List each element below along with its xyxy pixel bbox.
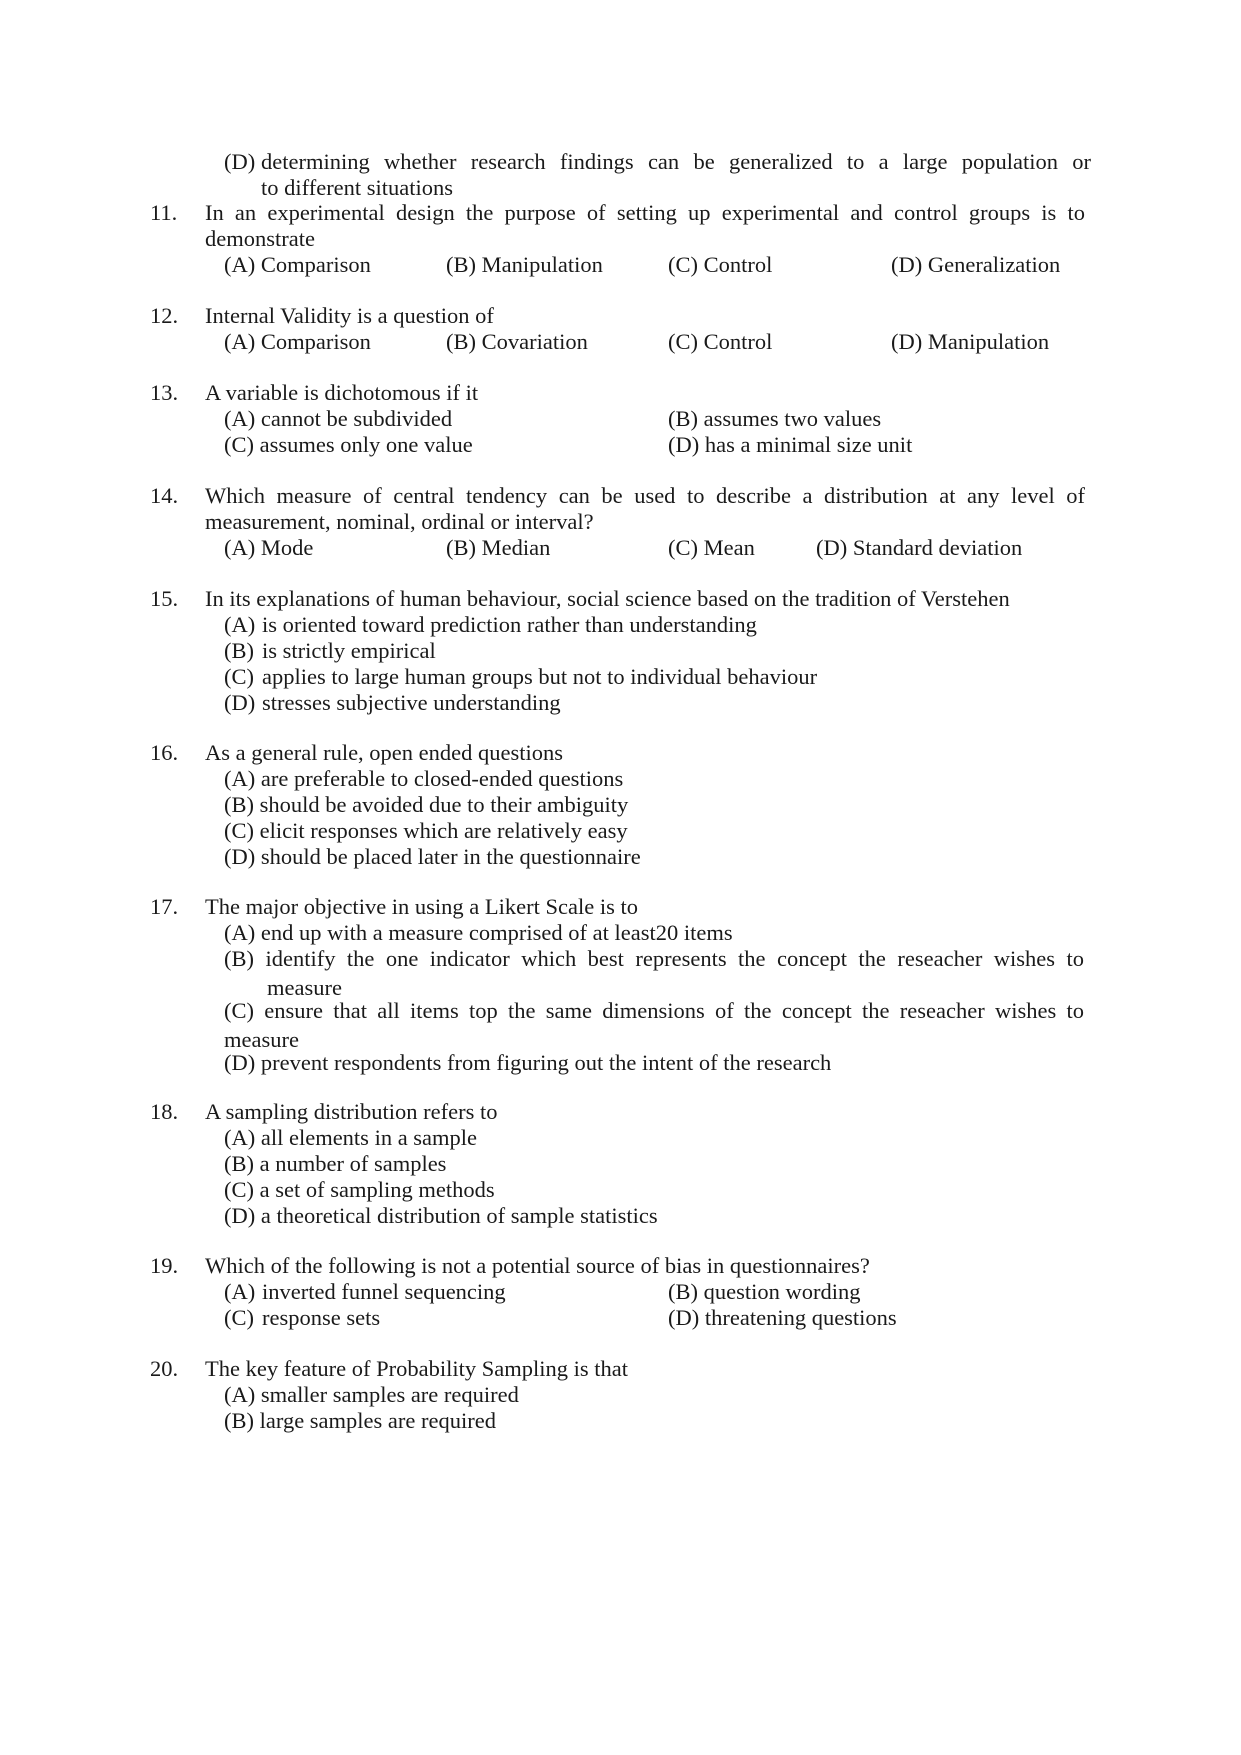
option-a[interactable]: (A) all elements in a sample: [224, 1125, 478, 1150]
option-c[interactable]: (C) assumes only one value: [224, 432, 473, 457]
question-stem: A variable is dichotomous if it: [205, 380, 479, 405]
option-text: is strictly empirical: [262, 638, 436, 663]
option-a[interactable]: (A) Comparison: [224, 329, 371, 354]
option-d[interactable]: (D) Generalization: [891, 252, 1061, 277]
question-stem: The key feature of Probability Sampling is that: [205, 1356, 629, 1381]
option-label: (C): [224, 1305, 254, 1330]
option-c[interactable]: (C) Control: [668, 252, 773, 277]
option-d[interactable]: [224, 689, 561, 718]
option-a[interactable]: (A) end up with a measure comprised of at least20 items: [224, 920, 733, 945]
option-text: determining whether research findings can be generalized to a large population or: [261, 149, 1091, 174]
option-text: stresses subjective understanding: [262, 690, 561, 715]
question-number: 13.: [150, 380, 179, 405]
option-text: to different situations: [261, 175, 454, 200]
question-14: [150, 482, 1085, 572]
option-label: (B): [668, 1279, 698, 1304]
question-stem: As a general rule, open ended questions: [205, 740, 564, 765]
question-12: [150, 302, 1085, 362]
option-d[interactable]: (D) should be placed later in the questionnaire: [224, 844, 641, 869]
question-stem: A sampling distribution refers to: [205, 1099, 498, 1124]
option-d[interactable]: (D) a theoretical distribution of sample statistics: [224, 1203, 658, 1228]
option-b[interactable]: (B) Median: [446, 535, 551, 560]
option-label: (A): [224, 1279, 256, 1304]
option-c[interactable]: [224, 663, 817, 692]
question-stem: In its explanations of human behaviour, social science based on the tradition of Verstehen: [205, 586, 1010, 611]
option-c[interactable]: (C) ensure that all items top the same dimensions of the concept the reseacher wishes to measure: [224, 998, 1084, 1052]
option-label: (D): [224, 690, 256, 715]
option-a[interactable]: (A) smaller samples are required: [224, 1382, 519, 1407]
question-stem: demonstrate: [205, 226, 315, 251]
option-b[interactable]: (B) a number of samples: [224, 1151, 447, 1176]
question-number: 16.: [150, 740, 179, 765]
option-label: (A): [224, 612, 256, 637]
option-a[interactable]: [224, 1278, 506, 1307]
question-number: 12.: [150, 303, 179, 328]
question-15: [150, 585, 1085, 725]
question-number: 17.: [150, 894, 179, 919]
question-20: [150, 1355, 1085, 1440]
option-text: inverted funnel sequencing: [262, 1279, 506, 1304]
option-label: (D): [668, 1305, 700, 1330]
option-b[interactable]: [668, 1278, 861, 1307]
option-c[interactable]: (C) Control: [668, 329, 773, 354]
question-stem: Which measure of central tendency can be used to describe a distribution at any level of: [205, 483, 1085, 508]
question-number: 20.: [150, 1356, 179, 1381]
option-b[interactable]: (B) large samples are required: [224, 1408, 496, 1433]
option-d[interactable]: (D) Manipulation: [891, 329, 1050, 354]
option-a[interactable]: (A) Comparison: [224, 252, 371, 277]
option-a[interactable]: (A) are preferable to closed-ended questions: [224, 766, 624, 791]
option-c[interactable]: (C) a set of sampling methods: [224, 1177, 495, 1202]
option-b[interactable]: (B) identify the one indicator which best represents the concept the reseacher wishes to measure: [224, 946, 1084, 1000]
option-c[interactable]: (C) Mean: [668, 535, 755, 560]
option-text: question wording: [703, 1279, 861, 1304]
question-19: [150, 1252, 1085, 1337]
question-13: [150, 379, 1085, 464]
question-17: [150, 893, 1085, 1093]
question-stem: In an experimental design the purpose of setting up experimental and control groups is to: [205, 200, 1085, 225]
option-d[interactable]: [668, 1304, 897, 1333]
option-b[interactable]: (B) assumes two values: [668, 406, 882, 431]
option-text: applies to large human groups but not to individual behaviour: [262, 664, 818, 689]
question-number: 19.: [150, 1253, 179, 1278]
question-number: 18.: [150, 1099, 179, 1124]
option-label: (B): [224, 638, 254, 663]
question-number: 14.: [150, 483, 179, 508]
option-b[interactable]: (B) Manipulation: [446, 252, 603, 277]
question-number: 11.: [150, 200, 178, 225]
question-stem: Which of the following is not a potential source of bias in questionnaires?: [205, 1253, 870, 1278]
question-stem: measurement, nominal, ordinal or interval?: [205, 509, 594, 534]
question-16: [150, 739, 1085, 879]
option-c[interactable]: [224, 1304, 380, 1333]
option-c[interactable]: (C) elicit responses which are relatively easy: [224, 818, 628, 843]
option-d[interactable]: (D) prevent respondents from figuring out the intent of the research: [224, 1050, 832, 1075]
option-text: threatening questions: [704, 1305, 897, 1330]
option-b[interactable]: [224, 637, 436, 666]
question-18: [150, 1098, 1085, 1238]
option-text: response sets: [262, 1305, 381, 1330]
option-d[interactable]: (D) has a minimal size unit: [668, 432, 913, 457]
option-b[interactable]: (B) Covariation: [446, 329, 588, 354]
option-label: (C): [224, 664, 254, 689]
option-a[interactable]: (A) Mode: [224, 535, 314, 560]
question-number: 15.: [150, 586, 179, 611]
option-b[interactable]: (B) should be avoided due to their ambiguity: [224, 792, 629, 817]
question-stem: Internal Validity is a question of: [205, 303, 494, 328]
option-a[interactable]: (A) cannot be subdivided: [224, 406, 453, 431]
option-text: is oriented toward prediction rather than understanding: [262, 612, 757, 637]
option-label: (D): [224, 149, 256, 174]
question-stem: The major objective in using a Likert Scale is to: [205, 894, 639, 919]
option-d[interactable]: (D) Standard deviation: [816, 535, 1023, 560]
option-a[interactable]: [224, 611, 757, 640]
question-11: [150, 199, 1085, 289]
